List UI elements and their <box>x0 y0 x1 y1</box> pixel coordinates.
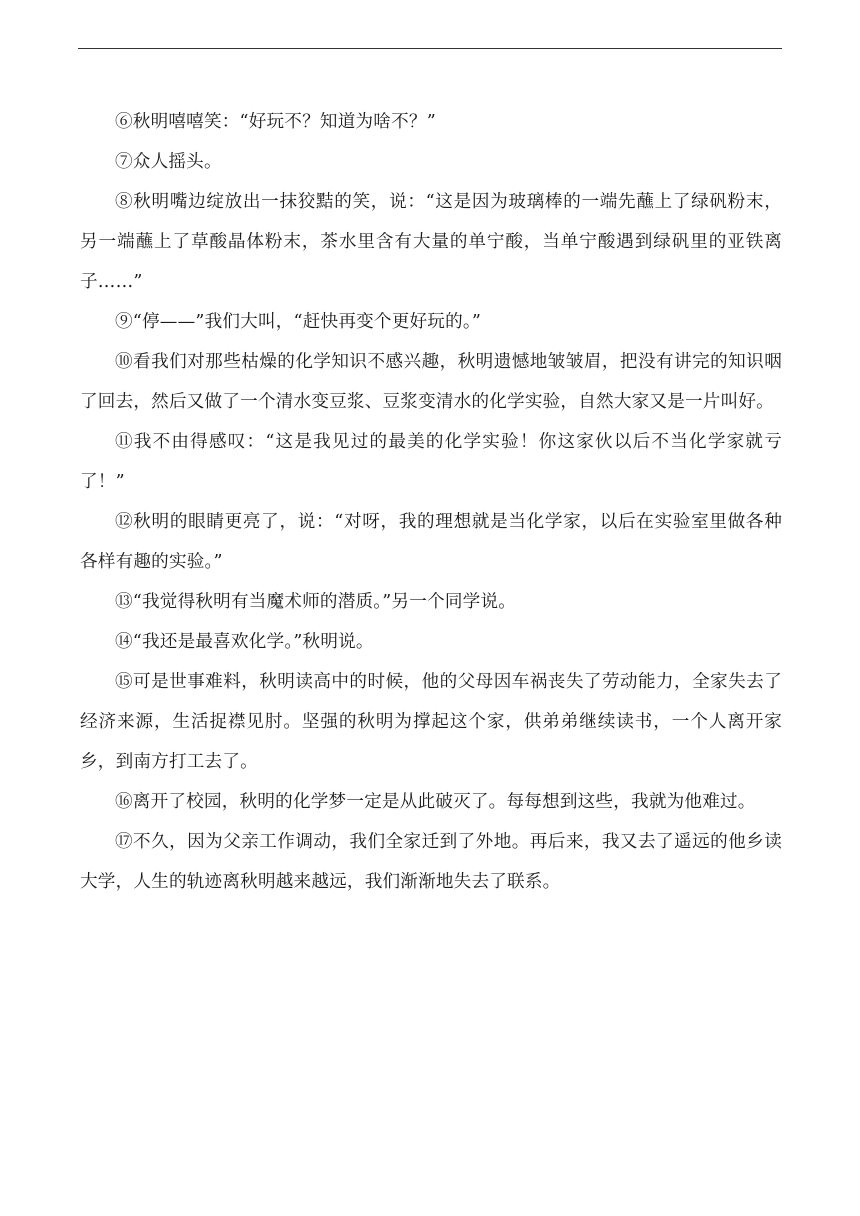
paragraph-8: ⑧秋明嘴边绽放出一抹狡黠的笑，说：“这是因为玻璃棒的一端先蘸上了绿矾粉末，另一端蘸上了草酸晶体粉末，茶水里含有大量的单宁酸，当单宁酸遇到绿矾里的亚铁离子……” <box>80 192 782 292</box>
paragraph-10: ⑩看我们对那些枯燥的化学知识不感兴趣，秋明遗憾地皱皱眉，把没有讲完的知识咽了回去，然后又做了一个清水变豆浆、豆浆变清水的化学实验，自然大家又是一片叫好。 <box>80 352 782 412</box>
article-body <box>80 102 782 902</box>
paragraph-17: ⑰不久，因为父亲工作调动，我们全家迁到了外地。再后来，我又去了遥远的他乡读大学，人生的轨迹离秋明越来越远，我们渐渐地失去了联系。 <box>80 832 782 892</box>
paragraph-7: ⑦众人摇头。 <box>115 152 222 172</box>
paragraph-9: ⑨“停——”我们大叫，“赶快再变个更好玩的。” <box>115 312 482 332</box>
paragraph-16: ⑯离开了校园，秋明的化学梦一定是从此破灭了。每每想到这些，我就为他难过。 <box>115 792 756 812</box>
paragraph-13: ⑬“我觉得秋明有当魔术师的潜质。”另一个同学说。 <box>115 592 517 612</box>
paragraph-15: ⑮可是世事难料，秋明读高中的时候，他的父母因车祸丧失了劳动能力，全家失去了经济来源，生活捉襟见肘。坚强的秋明为撑起这个家，供弟弟继续读书，一个人离开家乡，到南方打工去了。 <box>80 672 782 772</box>
paragraph-11: ⑪我不由得感叹：“这是我见过的最美的化学实验！你这家伙以后不当化学家就亏了！” <box>80 432 782 492</box>
paragraph-14: ⑭“我还是最喜欢化学。”秋明说。 <box>115 632 374 652</box>
paragraph-6: ⑥秋明嘻嘻笑：“好玩不？知道为啥不？” <box>115 112 436 132</box>
header-rule <box>78 48 782 49</box>
paragraph-12: ⑫秋明的眼睛更亮了，说：“对呀，我的理想就是当化学家，以后在实验室里做各种各样有趣的实验。” <box>80 512 782 572</box>
